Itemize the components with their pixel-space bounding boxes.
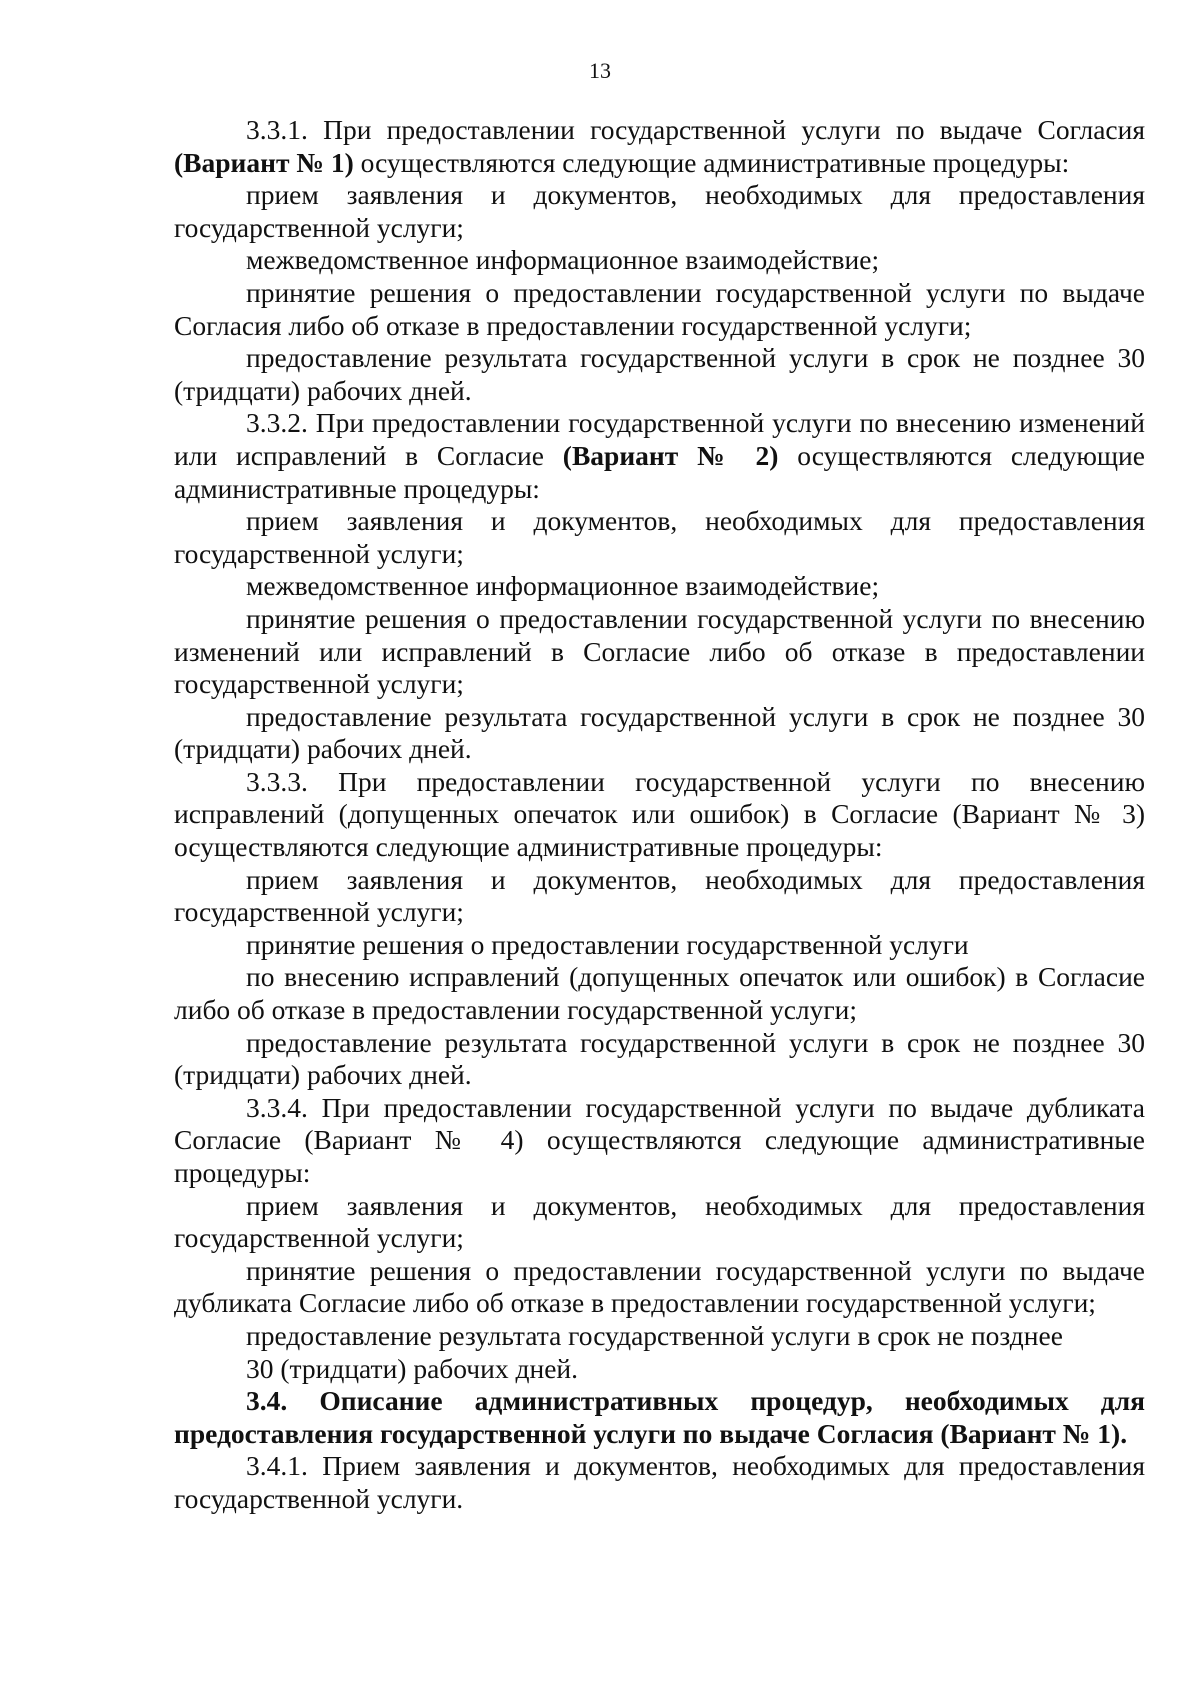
variant-label: (Вариант № 2) [562,439,779,471]
paragraph-3-3-1-intro [174,114,1145,179]
procedure-item: прием заявления и документов, необходимых для предоставления государственной услуги; [174,179,1145,243]
procedure-item: предоставление результата государственной услуги в срок не позднее 30 (тридцати) рабочих дней. [174,342,1145,406]
procedure-item: по внесению исправлений (допущенных опечаток или ошибок) в Согласие либо об отказе в предоставлении государственной услуги; [174,961,1145,1026]
procedure-item: прием заявления и документов, необходимых для предоставления государственной услуги; [174,1189,1145,1254]
procedure-item: прием заявления и документов, необходимых для предоставления государственной услуги; [174,863,1145,928]
section-heading-text: 3.4. Описание административных процедур, необходимых для предоставления государственной услуги по выдаче Согласия (Вариант № 1). [174,1385,1145,1449]
paragraph-text: осуществляются следующие административные процедуры: [353,146,1070,178]
procedure-item: 30 (тридцати) рабочих дней. [246,1352,578,1384]
procedure-item: принятие решения о предоставлении государственной услуги по выдаче Согласия либо об отказе в предоставлении государственной услуги; [174,276,1145,341]
procedure-item: предоставление результата государственной услуги в срок не позднее [246,1319,1063,1351]
procedure-item: предоставление результата государственной услуги в срок не позднее 30 (тридцати) рабочих дней. [174,1026,1145,1091]
paragraph-3-3-4-intro: 3.3.4. При предоставлении государственной услуги по выдаче дубликата Согласие (Вариант № 4) осуществляются следующие административные процедуры: [174,1091,1145,1188]
paragraph-3-3-2-intro [174,407,1145,505]
paragraph-3-3-3-intro: 3.3.3. При предоставлении государственной услуги по внесению исправлений (допущенных опечаток или ошибок) в Согласие (Вариант № 3) осуществляются следующие административные процедуры: [174,765,1145,863]
document-body [174,114,1145,1516]
procedure-item: принятие решения о предоставлении государственной услуги [246,928,969,960]
paragraph-text: 3.3.2. При предоставлении государственной услуги по внесению изменений или исправлений в Согласие [174,407,1145,471]
paragraph-3-4-1: 3.4.1. Прием заявления и документов, необходимых для предоставления государственной услуги. [174,1450,1145,1514]
section-heading-3-4 [174,1385,1145,1450]
variant-label: (Вариант № 1) [174,146,354,178]
page-number: 13 [589,58,611,83]
procedure-item: межведомственное информационное взаимодействие; [246,570,880,602]
paragraph-text: 3.3.1. При предоставлении государственной услуги по выдаче Согласия [246,114,1145,145]
procedure-item: межведомственное информационное взаимодействие; [246,244,880,276]
procedure-item: принятие решения о предоставлении государственной услуги по внесению изменений или исправлений в Согласие либо об отказе в предоставлении государственной услуги; [174,602,1145,700]
paragraph-text: осуществляются следующие административные процедуры: [174,439,1145,504]
procedure-item: предоставление результата государственной услуги в срок не позднее 30 (тридцати) рабочих дней. [174,700,1145,765]
procedure-item: прием заявления и документов, необходимых для предоставления государственной услуги; [174,505,1145,569]
procedure-item: принятие решения о предоставлении государственной услуги по выдаче дубликата Согласие либо об отказе в предоставлении государственной услуги; [174,1254,1145,1319]
